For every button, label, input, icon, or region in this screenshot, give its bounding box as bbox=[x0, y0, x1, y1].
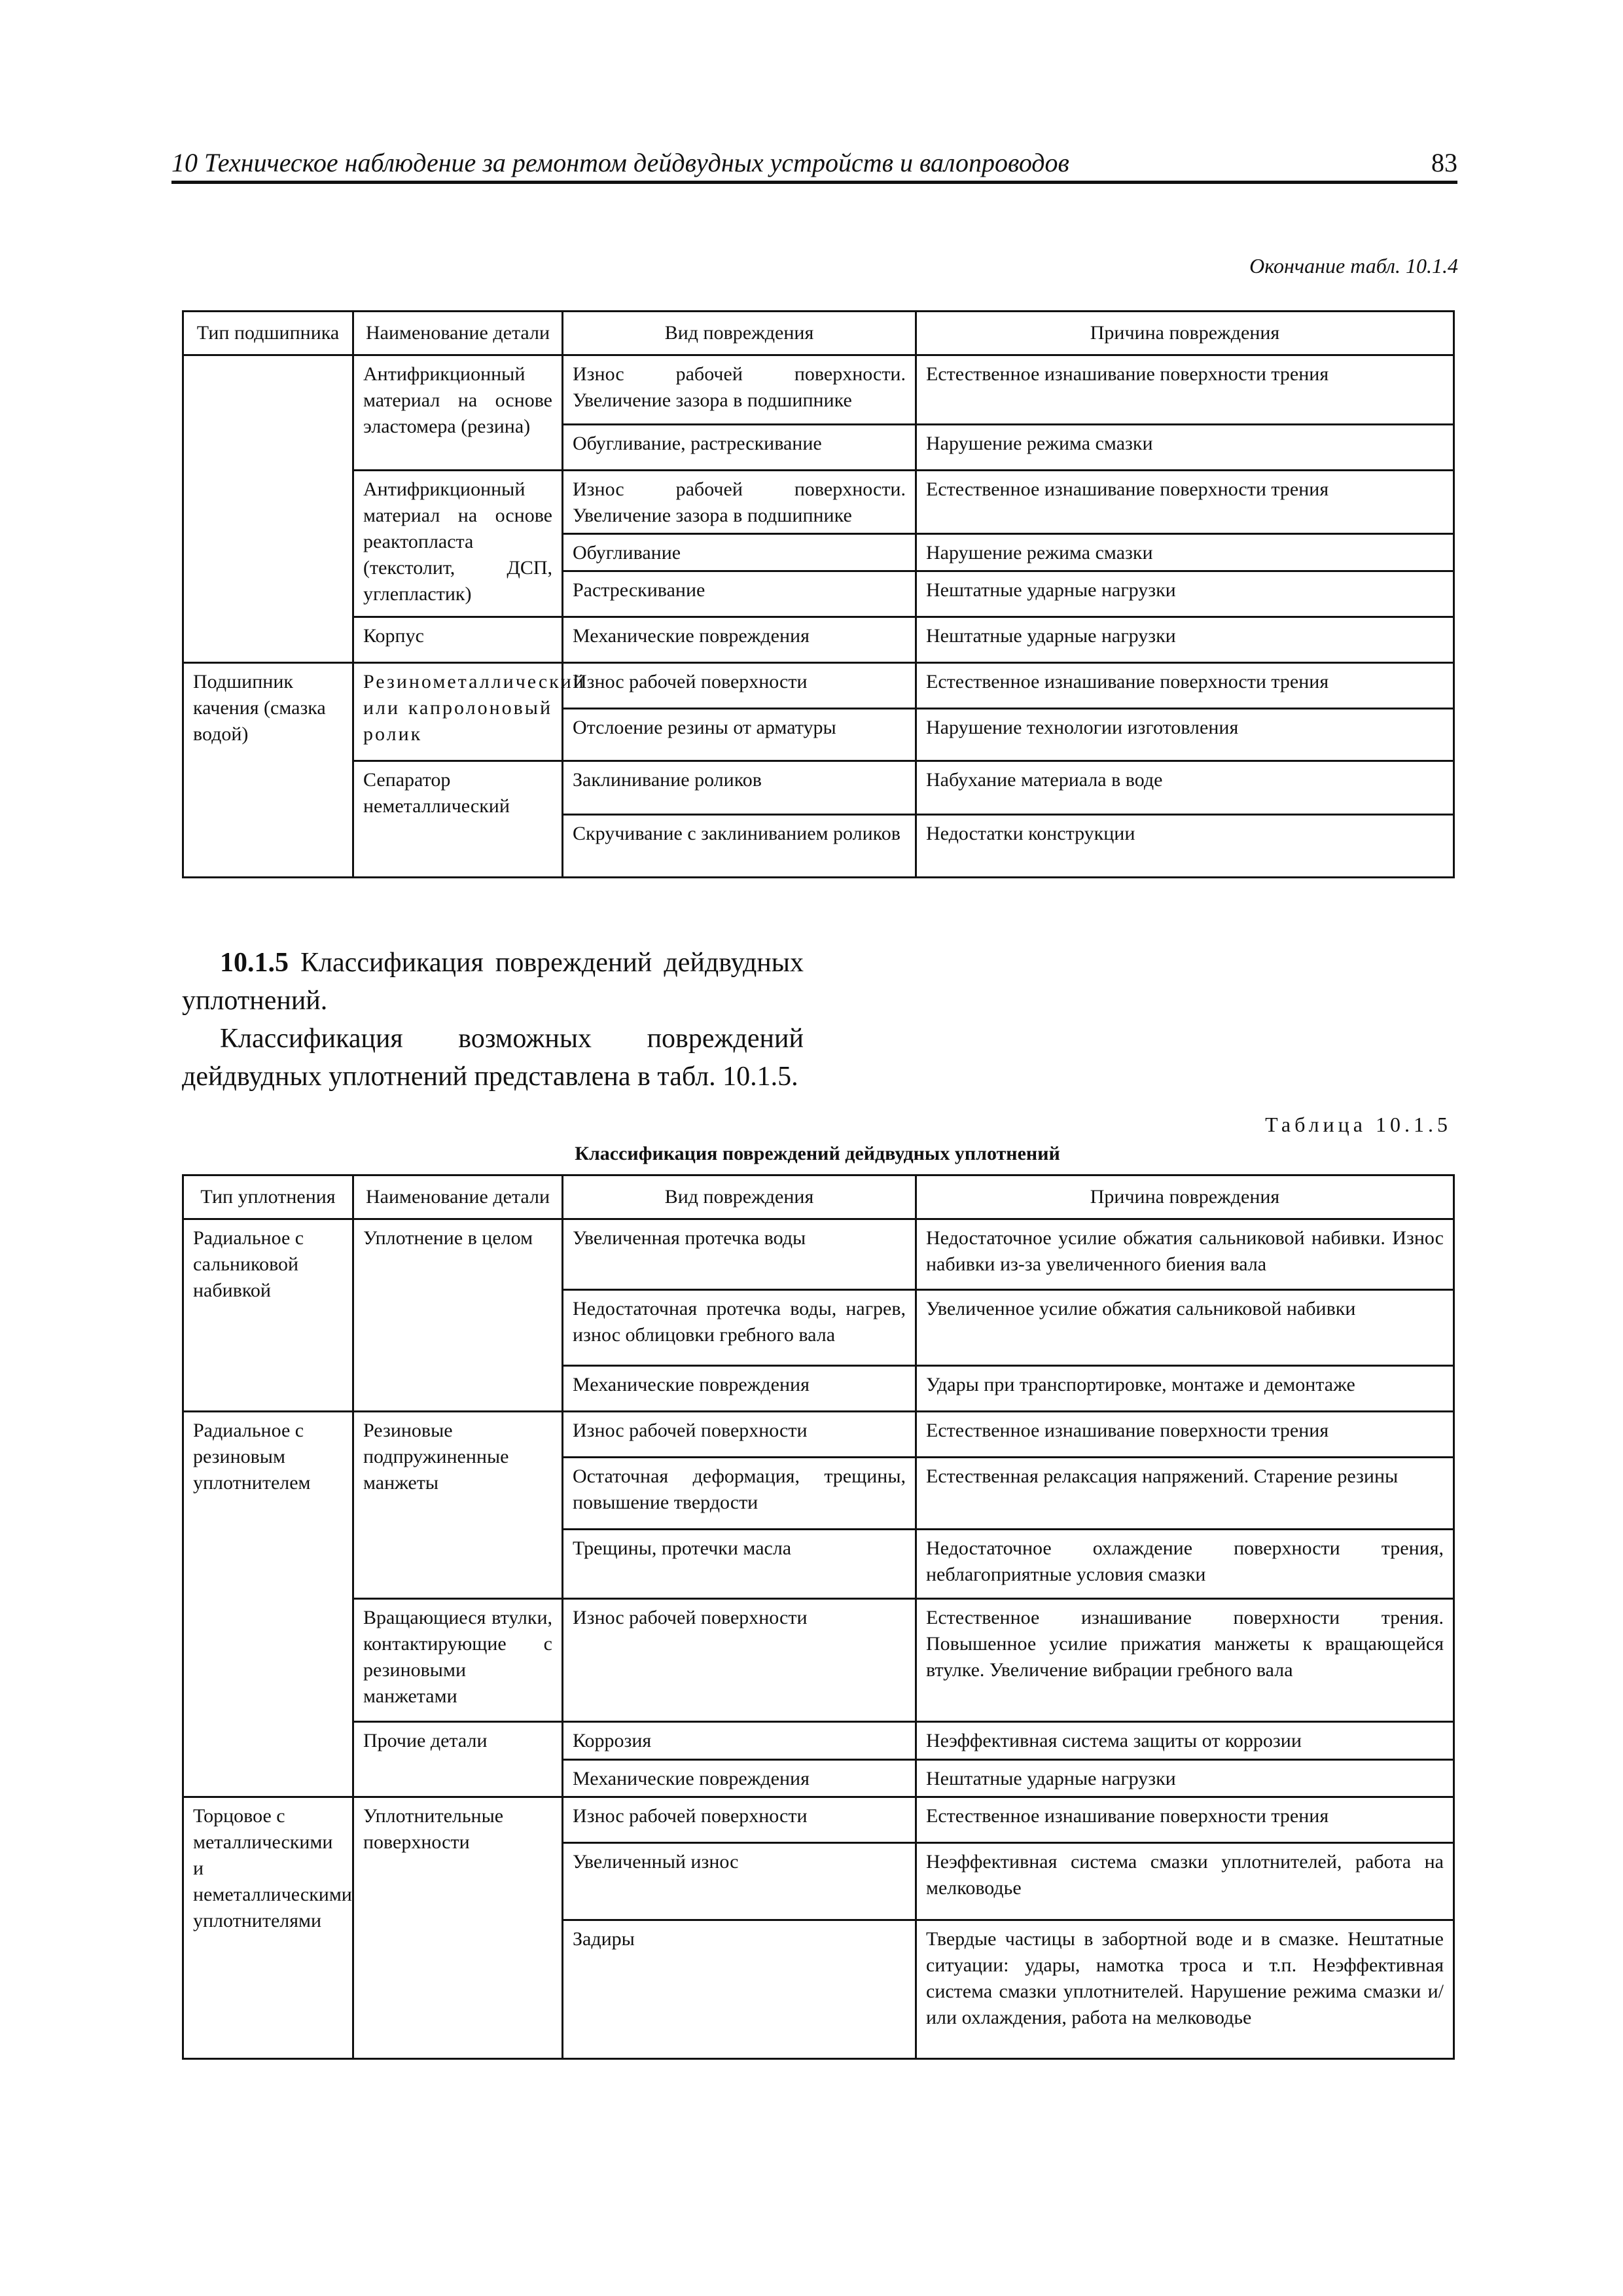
cause-cell: Недостатки конструкции bbox=[916, 815, 1454, 878]
table-row bbox=[183, 617, 1454, 663]
damage-cell: Механические повреждения bbox=[563, 617, 916, 663]
damage-cell: Коррозия bbox=[563, 1722, 916, 1760]
cause-cell: Недостаточное усилие обжатия сальниковой набивки. Износ набивки из-за увеличенного биения вала bbox=[916, 1219, 1454, 1290]
damage-cell: Растрескивание bbox=[563, 571, 916, 617]
seal-damage-table bbox=[182, 1174, 1455, 2060]
cause-cell: Нарушение технологии изготовления bbox=[916, 709, 1454, 761]
damage-cell: Остаточная деформация, трещины, повышение твердости bbox=[563, 1458, 916, 1530]
damage-cell: Отслоение резины от арматуры bbox=[563, 709, 916, 761]
cause-cell: Нарушение режима смазки bbox=[916, 534, 1454, 571]
detail-cell: Резинометаллический или капролоновый ролик bbox=[353, 663, 563, 761]
type-cell: Радиальное с сальниковой набивкой bbox=[183, 1219, 353, 1412]
cause-cell: Нештатные ударные нагрузки bbox=[916, 617, 1454, 663]
col-header-detail: Наименование детали bbox=[353, 312, 563, 355]
damage-cell: Механические повреждения bbox=[563, 1760, 916, 1797]
cause-cell: Естественная релаксация напряжений. Старение резины bbox=[916, 1458, 1454, 1530]
col-header-cause: Причина повреждения bbox=[916, 1175, 1454, 1219]
detail-cell: Уплотнение в целом bbox=[353, 1219, 563, 1412]
damage-cell: Износ рабочей поверхности bbox=[563, 1599, 916, 1722]
type-cell bbox=[183, 355, 353, 663]
table-continuation-note: Окончание табл. 10.1.4 bbox=[1249, 254, 1458, 278]
table-row bbox=[183, 1412, 1454, 1458]
running-header bbox=[171, 143, 1457, 184]
cause-cell: Твердые частицы в забортной воде и в смазке. Нештатные ситуации: удары, намотка троса и т.п. Неэффективная система смазки уплотнителей. Нарушение режима смазки и/или охлаждения, работа на мелководье bbox=[916, 1920, 1454, 2059]
cause-cell: Неэффективная система смазки уплотнителей, работа на мелководье bbox=[916, 1843, 1454, 1920]
damage-cell: Трещины, протечки масла bbox=[563, 1530, 916, 1599]
cause-cell: Нарушение режима смазки bbox=[916, 425, 1454, 471]
detail-cell: Вращающиеся втулки, контактирующие с резиновыми манжетами bbox=[353, 1599, 563, 1722]
section-number: 10.1.5 bbox=[220, 948, 289, 978]
damage-cell: Обугливание, растрескивание bbox=[563, 425, 916, 471]
detail-cell: Резиновые подпружиненные манжеты bbox=[353, 1412, 563, 1599]
damage-cell: Износ рабочей поверхности bbox=[563, 663, 916, 709]
damage-cell: Увеличенный износ bbox=[563, 1843, 916, 1920]
damage-cell: Износ рабочей поверхности bbox=[563, 1797, 916, 1843]
damage-cell: Заклинивание роликов bbox=[563, 761, 916, 815]
cause-cell: Естественное изнашивание поверхности трения. Повышенное усилие прижатия манжеты к вращающейся втулке. Увеличение вибрации гребного вала bbox=[916, 1599, 1454, 1722]
cause-cell: Удары при транспортировке, монтаже и демонтаже bbox=[916, 1366, 1454, 1412]
damage-cell: Механические повреждения bbox=[563, 1366, 916, 1412]
table-row bbox=[183, 471, 1454, 534]
damage-cell: Обугливание bbox=[563, 534, 916, 571]
cause-cell: Нештатные ударные нагрузки bbox=[916, 1760, 1454, 1797]
detail-cell: Сепаратор неметаллический bbox=[353, 761, 563, 878]
table-row bbox=[183, 761, 1454, 815]
chapter-title: 10 Техническое наблюдение за ремонтом дейдвудных устройств и валопроводов bbox=[171, 148, 1069, 177]
detail-cell: Антифрикционный материал на основе реактопласта (текстолит, ДСП, углепластик) bbox=[353, 471, 563, 617]
table-header-row bbox=[183, 312, 1454, 355]
table-row bbox=[183, 1219, 1454, 1290]
cause-cell: Естественное изнашивание поверхности трения bbox=[916, 471, 1454, 534]
type-cell: Подшипник качения (смазка водой) bbox=[183, 663, 353, 878]
type-cell: Радиальное с резиновым уплотнителем bbox=[183, 1412, 353, 1797]
cause-cell: Естественное изнашивание поверхности трения bbox=[916, 1412, 1454, 1458]
section-body: Классификация возможных повреждений дейдвудных уплотнений представлена в табл. 10.1.5. bbox=[182, 1024, 804, 1092]
table-label: Таблица 10.1.5 bbox=[1265, 1113, 1452, 1136]
col-header-damage: Вид повреждения bbox=[563, 1175, 916, 1219]
table-caption: Классификация повреждений дейдвудных уплотнений bbox=[575, 1143, 1060, 1164]
table-row bbox=[183, 1599, 1454, 1722]
col-header-damage: Вид повреждения bbox=[563, 312, 916, 355]
damage-cell: Износ рабочей поверхности. Увеличение зазора в подшипнике bbox=[563, 355, 916, 425]
table-row bbox=[183, 663, 1454, 709]
cause-cell: Нештатные ударные нагрузки bbox=[916, 571, 1454, 617]
bearing-damage-table bbox=[182, 310, 1455, 878]
damage-cell: Увеличенная протечка воды bbox=[563, 1219, 916, 1290]
damage-cell: Износ рабочей поверхности. Увеличение зазора в подшипнике bbox=[563, 471, 916, 534]
cause-cell: Естественное изнашивание поверхности трения bbox=[916, 355, 1454, 425]
table-row bbox=[183, 1722, 1454, 1760]
damage-cell: Скручивание с заклиниванием роликов bbox=[563, 815, 916, 878]
section-heading bbox=[182, 944, 804, 1020]
detail-cell: Уплотнительные поверхности bbox=[353, 1797, 563, 2059]
page-number: 83 bbox=[1431, 148, 1457, 177]
table-row bbox=[183, 1797, 1454, 1843]
damage-cell: Износ рабочей поверхности bbox=[563, 1412, 916, 1458]
detail-cell: Прочие детали bbox=[353, 1722, 563, 1797]
damage-cell: Недостаточная протечка воды, нагрев, износ облицовки гребного вала bbox=[563, 1290, 916, 1366]
type-cell: Торцовое с металлическими и неметаллическими уплотнителями bbox=[183, 1797, 353, 2059]
table-header-row bbox=[183, 1175, 1454, 1219]
cause-cell: Естественное изнашивание поверхности трения bbox=[916, 663, 1454, 709]
cause-cell: Набухание материала в воде bbox=[916, 761, 1454, 815]
cause-cell: Естественное изнашивание поверхности трения bbox=[916, 1797, 1454, 1843]
detail-cell: Корпус bbox=[353, 617, 563, 663]
col-header-cause: Причина повреждения bbox=[916, 312, 1454, 355]
col-header-type: Тип подшипника bbox=[183, 312, 353, 355]
cause-cell: Неэффективная система защиты от коррозии bbox=[916, 1722, 1454, 1760]
damage-cell: Задиры bbox=[563, 1920, 916, 2059]
section-heading-text: Классификация повреждений дейдвудных уплотнений. bbox=[182, 948, 804, 1016]
table-row bbox=[183, 355, 1454, 425]
cause-cell: Недостаточное охлаждение поверхности трения, неблагоприятные условия смазки bbox=[916, 1530, 1454, 1599]
section-10-1-5 bbox=[182, 944, 804, 1096]
col-header-type: Тип уплотнения bbox=[183, 1175, 353, 1219]
col-header-detail: Наименование детали bbox=[353, 1175, 563, 1219]
detail-cell: Антифрикционный материал на основе эластомера (резина) bbox=[353, 355, 563, 471]
cause-cell: Увеличенное усилие обжатия сальниковой набивки bbox=[916, 1290, 1454, 1366]
